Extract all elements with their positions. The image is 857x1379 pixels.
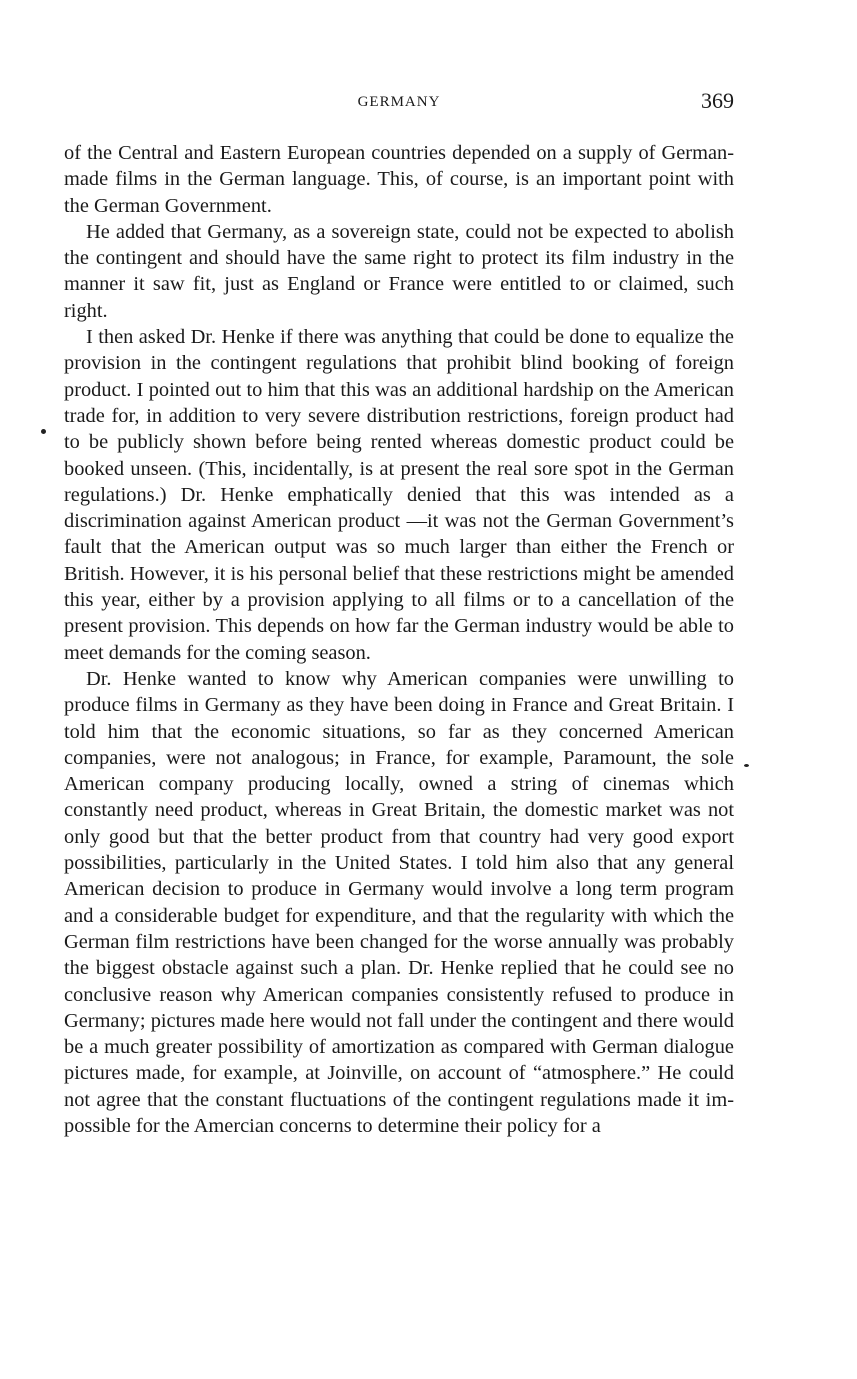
paragraph-production-in-germany: Dr. Henke wanted to know why American companies were unwilling to produce films in Germany as they have been doing in France and Great Britain. I told him that the economic situations, so far as they concerned American companies, were not analogous; in France, for example, Paramount, the sole American company producing locally, owned a string of cinemas which constantly need product, whereas in Great Britain, the domestic market was not only good but that the better product from that country had very good export possibilities, particularly in the United States. I told him also that any general American decision to produce in Germany would involve a long term program and a considerable budget for expenditure, and that the regularity with which the German film restrictions have been changed for the worse annually was probably the biggest obstacle against such a plan. Dr. Henke replied that he could see no conclusive reason why American companies consistently refused to produce in Germany; pictures made here would not fall under the contingent and there would be a much greater possibility of amortization as compared with German dialogue pictures made, for example, at Joinville, on account of “atmosphere.” He could not agree that the constant fluctuations of the contingent regulations made it impossible for the Amercian concerns to determine their policy for a [64, 667, 734, 1137]
scan-speck [41, 429, 46, 434]
page-header [64, 88, 734, 118]
body-text [64, 140, 734, 1139]
scan-speck [744, 764, 749, 767]
running-head: GERMANY [357, 94, 441, 110]
paragraph-sovereign-state: He added that Germany, as a sovereign state, could not be expected to abolish the contingent and should have the same right to protect its film industry in the manner it saw fit, just as England or France were entitled to or claimed, such right. [64, 220, 734, 322]
paragraph-blind-booking: I then asked Dr. Henke if there was anything that could be done to equalize the provision in the contingent regulations that prohibit blind booking of foreign product. I pointed out to him that this was an additional hardship on the American trade for, in addition to very severe distribution restrictions, foreign product had to be publicly shown before being rented whereas domestic product could be booked unseen. (This, incidentally, is at present the real sore spot in the German regulations.) Dr. Henke emphatically denied that this was intended as a discrimination against American product —it was not the German Government’s fault that the American output was so much larger than either the French or British. However, it is his personal belief that these restrictions might be amended this year, either by a provision applying to all films or to a cancellation of the present provision. This depends on how far the German industry would be able to meet demands for the coming season. [64, 326, 734, 664]
page-number: 369 [701, 88, 734, 113]
paragraph-continued: of the Central and Eastern European countries depended on a supply of German-made films in the German language. This, of course, is an important point with the German Government. [64, 142, 734, 217]
